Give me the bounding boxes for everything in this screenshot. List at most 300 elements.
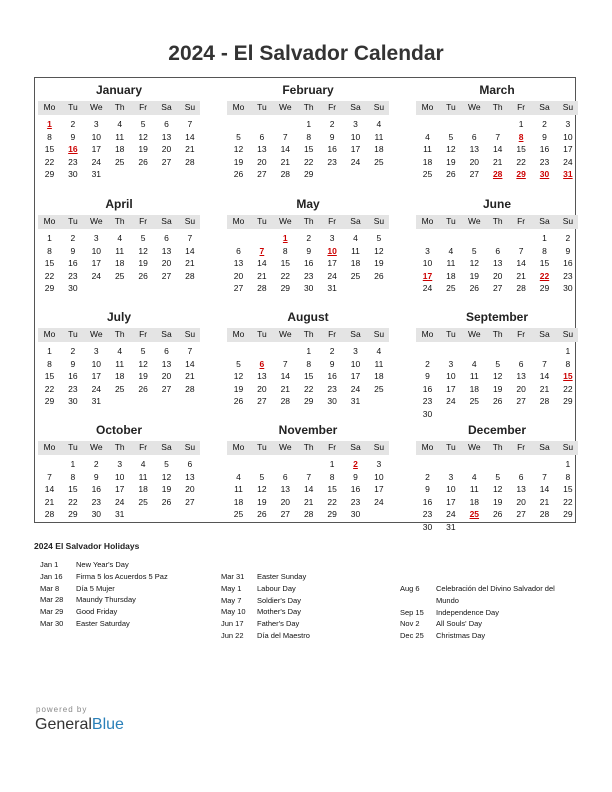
day-cell: 4 xyxy=(353,233,358,243)
day-cell: 5 xyxy=(471,245,477,256)
day-cell: 19 xyxy=(138,258,148,268)
day-cell: 17 xyxy=(563,144,573,154)
day-cell: 19 xyxy=(161,484,172,494)
day-cell: 17 xyxy=(350,371,361,381)
weekday-label: Fr xyxy=(328,102,337,112)
day-cell: 1 xyxy=(306,346,312,356)
day-cell: 8 xyxy=(306,131,312,142)
weekday-label: Tu xyxy=(257,216,267,226)
day-cell: 24 xyxy=(350,156,361,167)
holiday-row xyxy=(400,595,575,607)
day-cell: 8 xyxy=(542,245,547,256)
weekday-label: Tu xyxy=(446,442,456,452)
day-cell: 26 xyxy=(257,509,267,519)
day-cell: 9 xyxy=(306,245,312,256)
day-cell: 3 xyxy=(353,346,358,356)
weekday-label: Tu xyxy=(446,102,456,112)
holiday-day-cell: 30 xyxy=(539,169,550,179)
day-cell: 9 xyxy=(70,131,76,142)
day-cell: 8 xyxy=(282,245,288,256)
weekday-label: Sa xyxy=(539,442,550,452)
holiday-date: May 10 xyxy=(221,607,246,617)
day-cell: 1 xyxy=(47,346,52,356)
day-cell: 14 xyxy=(185,131,195,142)
holiday-day-cell: 1 xyxy=(47,119,52,129)
weekday-label: Th xyxy=(114,442,125,452)
month-name: February xyxy=(282,83,334,97)
day-cell: 12 xyxy=(161,471,172,482)
day-cell: 12 xyxy=(492,484,503,494)
day-cell: 17 xyxy=(91,371,102,381)
day-cell: 26 xyxy=(446,169,456,179)
day-cell: 28 xyxy=(185,383,195,394)
day-cell: 4 xyxy=(236,471,241,482)
holiday-name: Independence Day xyxy=(436,607,499,617)
day-cell: 2 xyxy=(70,119,76,129)
day-cell: 26 xyxy=(374,270,384,281)
day-cell: 13 xyxy=(185,471,195,482)
day-cell: 27 xyxy=(280,509,291,519)
day-cell: 10 xyxy=(446,484,456,494)
weekday-label: Su xyxy=(562,329,574,339)
day-cell: 14 xyxy=(492,144,503,154)
day-cell: 22 xyxy=(303,156,314,167)
holiday-row xyxy=(400,607,575,619)
page-title: 2024 - El Salvador Calendar xyxy=(168,42,444,65)
weekday-header xyxy=(416,441,578,455)
weekday-label: Su xyxy=(373,102,385,112)
day-cell: 4 xyxy=(425,131,430,142)
day-cell: 6 xyxy=(282,471,288,482)
day-cell: 30 xyxy=(91,509,102,519)
day-cell: 31 xyxy=(327,283,337,293)
weekday-label: We xyxy=(278,216,292,226)
day-cell: 2 xyxy=(425,471,430,482)
day-cell: 13 xyxy=(469,144,480,154)
day-cell: 11 xyxy=(234,484,243,494)
weekday-label: Mo xyxy=(421,329,434,339)
day-cell: 11 xyxy=(351,245,360,256)
day-cell: 18 xyxy=(374,144,384,154)
day-cell: 29 xyxy=(327,509,337,519)
day-cell: 23 xyxy=(327,383,337,394)
weekday-label: Th xyxy=(303,216,314,226)
weekday-label: We xyxy=(278,442,292,452)
day-cell: 2 xyxy=(329,119,335,129)
day-cell: 12 xyxy=(469,258,480,268)
weekday-label: Tu xyxy=(68,216,78,226)
day-cell: 2 xyxy=(329,346,335,356)
day-cell: 11 xyxy=(115,245,125,256)
day-cell: 14 xyxy=(303,484,314,494)
day-cell: 1 xyxy=(565,459,571,469)
day-cell: 11 xyxy=(115,358,125,369)
day-cell: 4 xyxy=(376,346,382,356)
holiday-column xyxy=(40,559,215,630)
day-cell: 5 xyxy=(495,471,501,482)
holiday-name: All Souls' Day xyxy=(436,619,483,629)
day-cell: 3 xyxy=(565,119,571,129)
day-cell: 23 xyxy=(539,156,550,167)
day-cell: 11 xyxy=(446,258,456,268)
day-cell: 12 xyxy=(138,131,148,142)
holiday-day-cell: 8 xyxy=(518,131,524,142)
holiday-row xyxy=(400,618,575,630)
holiday-row xyxy=(221,595,396,607)
weekday-header xyxy=(416,215,578,229)
day-cell: 21 xyxy=(185,371,195,381)
month-name: April xyxy=(105,197,133,211)
day-cell: 1 xyxy=(47,233,52,243)
holiday-day-cell: 10 xyxy=(327,245,337,256)
weekday-label: Fr xyxy=(139,329,148,339)
day-cell: 26 xyxy=(161,496,172,507)
day-cell: 7 xyxy=(282,131,288,142)
day-cell: 2 xyxy=(306,233,312,243)
day-cell: 26 xyxy=(492,396,503,406)
holiday-date: May 7 xyxy=(221,595,242,605)
day-cell: 13 xyxy=(257,371,267,381)
day-cell: 5 xyxy=(236,358,241,369)
holiday-date: Aug 6 xyxy=(400,584,420,593)
day-cell: 14 xyxy=(185,358,195,369)
day-cell: 1 xyxy=(306,119,312,129)
weekday-header xyxy=(227,101,389,115)
day-cell: 13 xyxy=(161,131,172,142)
day-cell: 25 xyxy=(114,383,125,394)
day-cell: 28 xyxy=(303,509,314,519)
day-cell: 15 xyxy=(539,258,550,268)
day-cell: 27 xyxy=(492,283,503,293)
holiday-row xyxy=(221,583,396,595)
holiday-row xyxy=(221,606,396,618)
holiday-name: Firma 5 los Acuerdos 5 Paz xyxy=(76,571,168,581)
day-cell: 24 xyxy=(563,156,573,167)
day-cell: 23 xyxy=(422,396,433,406)
weekday-label: Su xyxy=(562,442,574,452)
weekday-label: Sa xyxy=(350,102,361,112)
holiday-name: Día 5 Mujer xyxy=(76,583,115,593)
day-cell: 12 xyxy=(138,245,148,256)
day-cell: 24 xyxy=(114,496,125,507)
day-cell: 10 xyxy=(446,371,456,381)
day-cell: 2 xyxy=(70,233,76,243)
weekday-label: Th xyxy=(114,329,125,339)
holiday-day-cell: 7 xyxy=(259,245,265,256)
day-cell: 16 xyxy=(539,144,550,154)
day-cell: 27 xyxy=(185,496,195,507)
day-cell: 31 xyxy=(91,396,102,406)
weekday-label: Sa xyxy=(539,329,550,339)
weekday-label: Tu xyxy=(257,329,267,339)
day-cell: 16 xyxy=(68,371,78,381)
day-cell: 17 xyxy=(350,144,361,154)
day-cell: 26 xyxy=(469,283,480,293)
holiday-name: Father's Day xyxy=(257,619,300,629)
day-cell: 26 xyxy=(492,509,503,519)
weekday-label: Su xyxy=(184,329,196,339)
day-cell: 27 xyxy=(257,169,267,179)
day-cell: 3 xyxy=(329,233,335,243)
day-cell: 15 xyxy=(280,258,291,268)
weekday-label: We xyxy=(278,329,292,339)
weekday-label: Mo xyxy=(232,102,245,112)
day-cell: 13 xyxy=(161,358,172,369)
day-cell: 15 xyxy=(44,258,55,268)
day-cell: 17 xyxy=(446,383,456,394)
day-cell: 25 xyxy=(233,509,244,519)
weekday-label: Sa xyxy=(350,216,361,226)
day-cell: 7 xyxy=(282,358,288,369)
month-name: August xyxy=(287,310,329,324)
weekday-label: Sa xyxy=(161,216,172,226)
weekday-label: Fr xyxy=(517,216,526,226)
weekday-label: Tu xyxy=(446,216,456,226)
day-cell: 22 xyxy=(303,383,314,394)
holiday-row xyxy=(221,618,396,630)
holiday-day-cell: 2 xyxy=(353,459,358,469)
weekday-label: We xyxy=(89,442,103,452)
day-cell: 21 xyxy=(280,156,291,167)
month-name: May xyxy=(296,197,320,211)
day-cell: 18 xyxy=(446,270,456,281)
weekday-label: Fr xyxy=(328,329,337,339)
day-cell: 6 xyxy=(518,471,524,482)
day-cell: 20 xyxy=(257,156,267,167)
holiday-date: Sep 15 xyxy=(400,607,424,617)
day-cell: 21 xyxy=(492,156,503,167)
day-cell: 19 xyxy=(374,258,384,268)
holiday-name: Celebración del Divino Salvador del xyxy=(436,584,555,593)
day-cell: 29 xyxy=(44,283,55,293)
day-cell: 13 xyxy=(257,144,267,154)
weekday-label: Tu xyxy=(68,102,78,112)
weekday-label: Sa xyxy=(350,442,361,452)
day-cell: 3 xyxy=(93,119,99,129)
day-cell: 9 xyxy=(425,484,430,494)
day-cell: 10 xyxy=(114,471,125,482)
holiday-date: Dec 25 xyxy=(400,631,424,641)
generalblue-logo[interactable] xyxy=(35,716,124,734)
day-cell: 11 xyxy=(469,484,479,494)
day-cell: 20 xyxy=(469,156,480,167)
day-cell: 9 xyxy=(425,371,430,381)
day-cell: 29 xyxy=(563,509,573,519)
month-name: October xyxy=(95,423,142,437)
holiday-row xyxy=(221,630,396,642)
day-cell: 10 xyxy=(422,258,433,268)
day-cell: 18 xyxy=(233,496,244,507)
day-cell: 12 xyxy=(446,144,456,154)
day-cell: 11 xyxy=(138,471,148,482)
day-cell: 12 xyxy=(233,144,244,154)
day-cell: 3 xyxy=(93,346,99,356)
day-cell: 21 xyxy=(185,144,195,154)
day-cell: 17 xyxy=(114,484,125,494)
weekday-label: We xyxy=(467,329,481,339)
day-cell: 25 xyxy=(374,156,384,167)
day-cell: 14 xyxy=(280,371,291,381)
day-cell: 19 xyxy=(492,383,503,394)
holiday-date: Jan 1 xyxy=(40,560,59,569)
day-cell: 18 xyxy=(374,371,384,381)
day-cell: 20 xyxy=(257,383,267,394)
day-cell: 16 xyxy=(68,258,78,268)
day-cell: 29 xyxy=(280,283,291,293)
day-cell: 6 xyxy=(518,358,524,369)
day-cell: 29 xyxy=(68,509,78,519)
day-cell: 15 xyxy=(303,144,314,154)
day-cell: 15 xyxy=(303,371,314,381)
day-cell: 5 xyxy=(140,346,146,356)
day-cell: 9 xyxy=(565,245,571,256)
day-cell: 31 xyxy=(91,169,102,179)
holiday-day-cell: 28 xyxy=(492,169,503,179)
day-cell: 19 xyxy=(138,144,148,154)
weekday-label: Su xyxy=(184,216,196,226)
weekday-label: Mo xyxy=(43,442,56,452)
day-cell: 30 xyxy=(350,509,361,519)
holiday-day-cell: 22 xyxy=(539,270,550,281)
weekday-label: Fr xyxy=(328,442,337,452)
day-cell: 30 xyxy=(68,283,78,293)
weekday-label: Fr xyxy=(139,216,148,226)
holiday-date: Jan 16 xyxy=(40,571,63,581)
weekday-label: Su xyxy=(373,442,385,452)
day-cell: 17 xyxy=(446,496,456,507)
day-cell: 10 xyxy=(374,471,384,482)
month-name: September xyxy=(465,310,529,324)
day-cell: 5 xyxy=(259,471,265,482)
day-cell: 6 xyxy=(164,119,169,129)
day-cell: 2 xyxy=(542,119,547,129)
holiday-day-cell: 31 xyxy=(563,169,573,179)
day-cell: 2 xyxy=(565,233,571,243)
weekday-header xyxy=(38,441,200,455)
day-cell: 28 xyxy=(516,283,526,293)
day-cell: 9 xyxy=(353,471,358,482)
day-cell: 7 xyxy=(187,346,193,356)
weekday-header xyxy=(227,441,389,455)
day-cell: 6 xyxy=(471,131,477,142)
holiday-date: May 1 xyxy=(221,583,242,593)
day-cell: 23 xyxy=(303,270,314,281)
day-cell: 11 xyxy=(115,131,125,142)
day-cell: 8 xyxy=(306,358,312,369)
day-cell: 5 xyxy=(140,119,146,129)
day-cell: 31 xyxy=(446,521,456,532)
weekday-label: Th xyxy=(492,102,503,112)
day-cell: 18 xyxy=(469,496,480,507)
day-cell: 14 xyxy=(257,258,267,268)
day-cell: 8 xyxy=(47,358,52,369)
day-cell: 6 xyxy=(259,131,265,142)
holiday-name: Soldier's Day xyxy=(257,595,301,605)
day-cell: 6 xyxy=(495,245,501,256)
weekday-label: We xyxy=(467,216,481,226)
weekday-label: Fr xyxy=(328,216,337,226)
holiday-name: Día del Maestro xyxy=(257,630,310,640)
holiday-name: Maundy Thursday xyxy=(76,595,136,605)
holiday-date: Nov 2 xyxy=(400,619,420,629)
day-cell: 10 xyxy=(563,131,573,142)
weekday-label: Su xyxy=(562,216,574,226)
day-cell: 7 xyxy=(47,471,52,482)
day-cell: 30 xyxy=(563,283,573,293)
day-cell: 14 xyxy=(539,371,550,381)
holiday-column xyxy=(400,583,575,642)
day-cell: 13 xyxy=(492,258,503,268)
day-cell: 7 xyxy=(495,131,501,142)
day-cell: 16 xyxy=(327,144,337,154)
day-cell: 18 xyxy=(114,258,125,268)
day-cell: 1 xyxy=(329,459,335,469)
day-cell: 5 xyxy=(140,233,146,243)
weekday-label: We xyxy=(467,442,481,452)
day-cell: 25 xyxy=(350,270,361,281)
weekday-label: Th xyxy=(492,329,503,339)
day-cell: 4 xyxy=(117,346,123,356)
day-cell: 24 xyxy=(350,383,361,394)
day-cell: 28 xyxy=(280,169,291,179)
day-cell: 25 xyxy=(469,396,480,406)
day-cell: 16 xyxy=(303,258,314,268)
day-cell: 25 xyxy=(114,156,125,167)
day-cell: 20 xyxy=(161,144,172,154)
weekday-label: Sa xyxy=(161,329,172,339)
day-cell: 24 xyxy=(91,383,102,394)
day-cell: 23 xyxy=(68,383,78,394)
weekday-header xyxy=(38,101,200,115)
day-cell: 10 xyxy=(350,358,361,369)
day-cell: 1 xyxy=(518,119,524,129)
day-cell: 4 xyxy=(471,471,477,482)
day-cell: 15 xyxy=(68,484,78,494)
weekday-label: Sa xyxy=(161,102,172,112)
day-cell: 23 xyxy=(563,270,573,281)
day-cell: 17 xyxy=(91,144,102,154)
day-cell: 3 xyxy=(353,119,358,129)
weekday-header xyxy=(416,328,578,342)
day-cell: 19 xyxy=(446,156,456,167)
day-cell: 10 xyxy=(91,358,102,369)
weekday-label: Mo xyxy=(43,102,56,112)
weekday-label: Th xyxy=(492,442,503,452)
day-cell: 18 xyxy=(138,484,148,494)
day-cell: 21 xyxy=(185,258,195,268)
weekday-header xyxy=(416,101,578,115)
day-cell: 20 xyxy=(161,371,172,381)
day-cell: 1 xyxy=(542,233,547,243)
day-cell: 11 xyxy=(374,358,384,369)
day-cell: 5 xyxy=(164,459,169,469)
day-cell: 21 xyxy=(539,383,550,394)
holiday-row xyxy=(40,606,215,618)
day-cell: 21 xyxy=(280,383,291,394)
day-cell: 26 xyxy=(233,169,244,179)
weekday-label: Mo xyxy=(421,216,434,226)
day-cell: 23 xyxy=(327,156,337,167)
day-cell: 19 xyxy=(469,270,480,281)
day-cell: 16 xyxy=(91,484,102,494)
day-cell: 15 xyxy=(516,144,526,154)
day-cell: 12 xyxy=(233,371,244,381)
day-cell: 22 xyxy=(516,156,526,167)
day-cell: 2 xyxy=(93,459,99,469)
day-cell: 3 xyxy=(448,471,454,482)
holiday-name: Easter Saturday xyxy=(76,618,130,628)
weekday-label: Mo xyxy=(421,442,434,452)
